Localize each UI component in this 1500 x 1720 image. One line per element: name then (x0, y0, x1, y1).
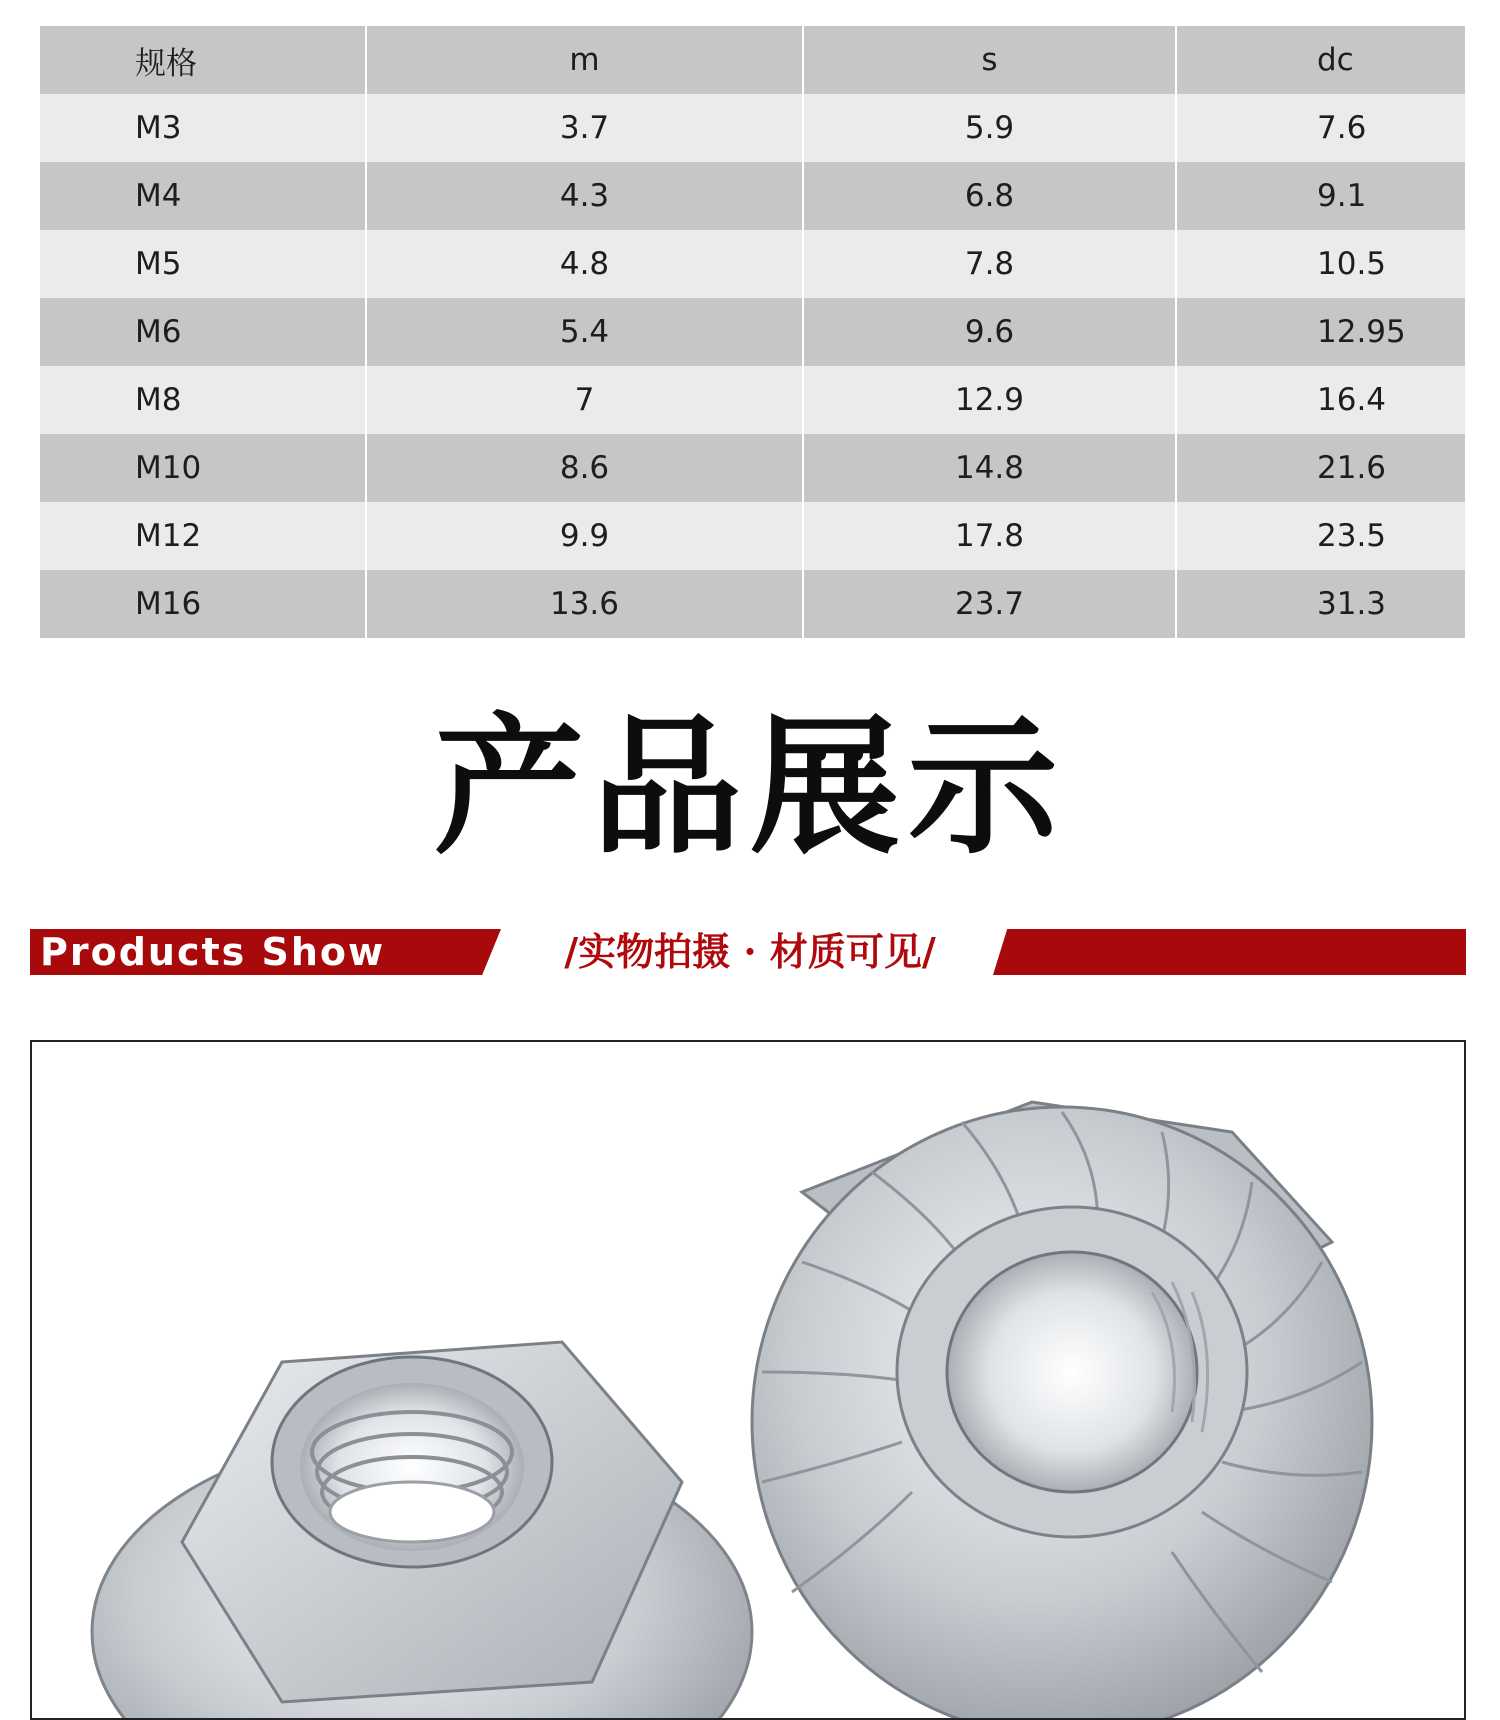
table-row (40, 162, 1465, 230)
cell-s: 6.8 (803, 162, 1176, 230)
cell-dc: 31.3 (1176, 570, 1465, 638)
table-row (40, 298, 1465, 366)
cell-spec: M12 (40, 502, 366, 570)
cell-s: 23.7 (803, 570, 1176, 638)
cell-spec: M16 (40, 570, 366, 638)
banner-english-text: Products Show (40, 930, 386, 974)
header-m: m (366, 26, 803, 94)
cell-s: 17.8 (803, 502, 1176, 570)
cell-dc: 9.1 (1176, 162, 1465, 230)
cell-spec: M8 (40, 366, 366, 434)
cell-spec: M5 (40, 230, 366, 298)
cell-m: 13.6 (366, 570, 803, 638)
cell-dc: 16.4 (1176, 366, 1465, 434)
products-banner (0, 925, 1500, 979)
cell-m: 3.7 (366, 94, 803, 162)
cell-spec: M6 (40, 298, 366, 366)
cell-m: 4.8 (366, 230, 803, 298)
table-row (40, 94, 1465, 162)
cell-spec: M4 (40, 162, 366, 230)
cell-s: 9.6 (803, 298, 1176, 366)
table-row (40, 366, 1465, 434)
banner-right-bar (993, 929, 1466, 975)
right-serrated-nut-image (752, 1102, 1372, 1720)
cell-dc: 12.95 (1176, 298, 1465, 366)
cell-m: 4.3 (366, 162, 803, 230)
cell-dc: 7.6 (1176, 94, 1465, 162)
table-row (40, 502, 1465, 570)
cell-dc: 21.6 (1176, 434, 1465, 502)
cell-m: 8.6 (366, 434, 803, 502)
banner-chinese-text: /实物拍摄 · 材质可见/ (564, 929, 936, 974)
table-row (40, 434, 1465, 502)
product-photo (32, 1042, 1466, 1720)
cell-dc: 10.5 (1176, 230, 1465, 298)
header-dc: dc (1176, 26, 1465, 94)
cell-spec: M10 (40, 434, 366, 502)
table-row (40, 570, 1465, 638)
cell-s: 7.8 (803, 230, 1176, 298)
cell-spec: M3 (40, 94, 366, 162)
cell-s: 5.9 (803, 94, 1176, 162)
spec-table (40, 26, 1465, 638)
cell-s: 12.9 (803, 366, 1176, 434)
cell-m: 5.4 (366, 298, 803, 366)
cell-s: 14.8 (803, 434, 1176, 502)
cell-m: 7 (366, 366, 803, 434)
header-s: s (803, 26, 1176, 94)
product-photo-frame (30, 1040, 1466, 1720)
section-title: 产品展示 (433, 701, 1066, 875)
cell-dc: 23.5 (1176, 502, 1465, 570)
table-row (40, 230, 1465, 298)
header-spec: 规格 (40, 26, 366, 94)
left-flange-nut-image (92, 1342, 752, 1720)
cell-m: 9.9 (366, 502, 803, 570)
table-header-row (40, 26, 1465, 94)
